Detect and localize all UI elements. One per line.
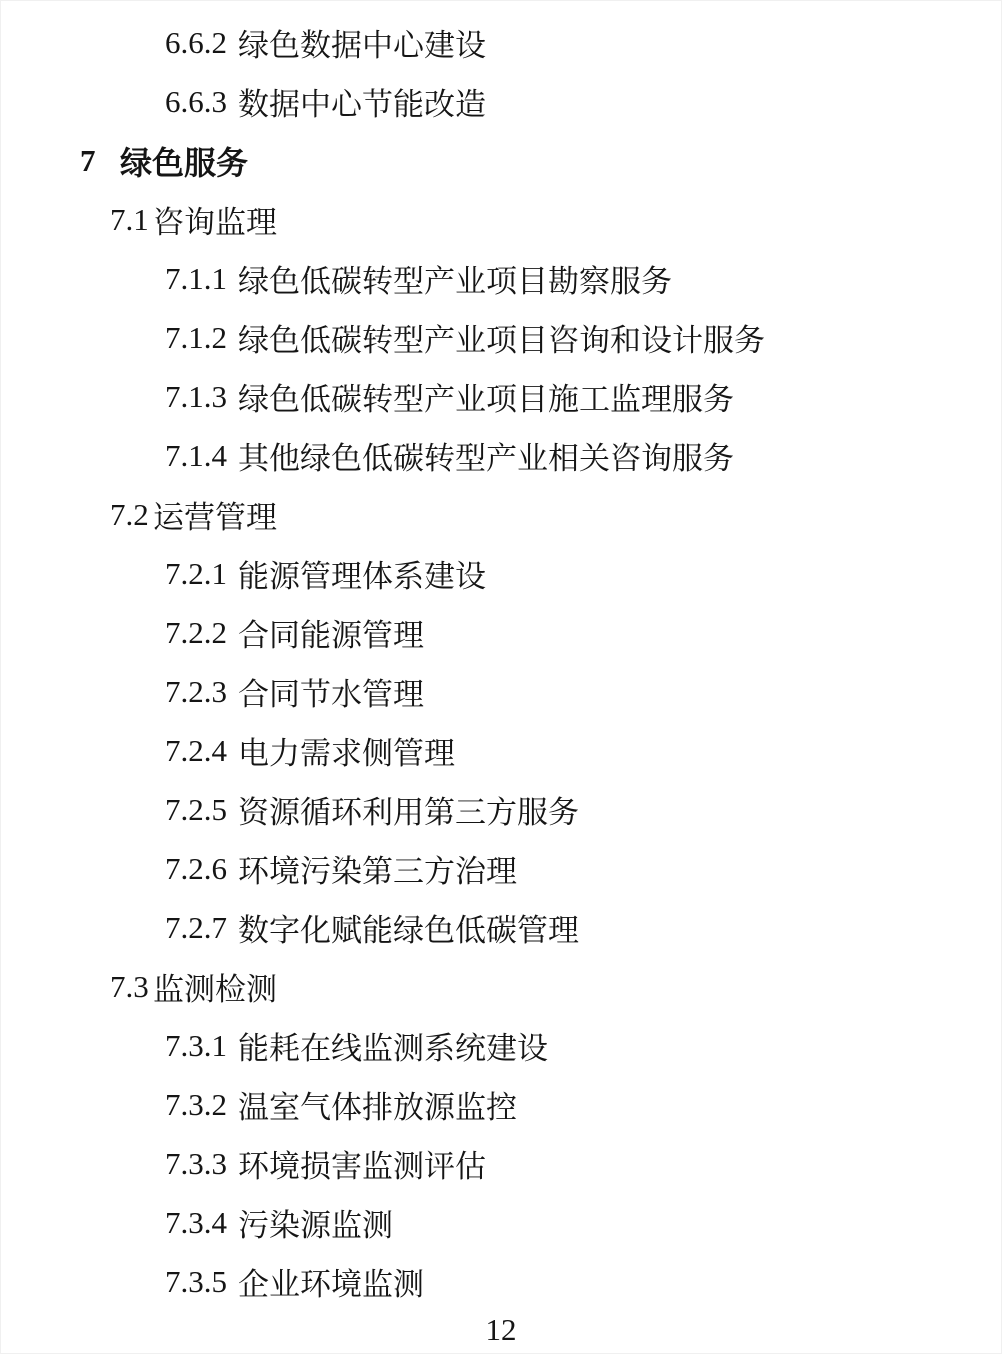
toc-item-number: 7.1 [110, 201, 149, 237]
toc-item [0, 1075, 1002, 1134]
toc-item-title: 温室气体排放源监控 [238, 1090, 517, 1125]
toc-item-title: 合同能源管理 [238, 618, 424, 653]
toc-item [0, 249, 1002, 308]
toc-item-title: 污染源监测 [238, 1208, 393, 1243]
toc-item [0, 957, 1002, 1016]
toc-item [0, 721, 1002, 780]
toc-item [0, 13, 1002, 72]
toc-item-title: 其他绿色低碳转型产业相关咨询服务 [238, 441, 734, 476]
toc-item-number: 7.2.6 [165, 850, 227, 886]
toc-item-number: 6.6.2 [165, 24, 227, 60]
toc-item-title: 绿色低碳转型产业项目咨询和设计服务 [238, 323, 765, 358]
toc-item-title: 电力需求侧管理 [238, 736, 455, 771]
toc-item [0, 839, 1002, 898]
toc-item-title: 绿色服务 [120, 144, 249, 181]
toc-item [0, 1193, 1002, 1252]
toc-item [0, 544, 1002, 603]
toc-item-number: 7.2.5 [165, 791, 227, 827]
toc-item-number: 7.2.3 [165, 673, 227, 709]
toc-item [0, 1134, 1002, 1193]
toc-item-number: 7.1.3 [165, 378, 227, 414]
toc-item [0, 898, 1002, 957]
toc-item-number: 7.3.1 [165, 1027, 227, 1063]
toc-item-title: 绿色低碳转型产业项目施工监理服务 [238, 382, 734, 417]
toc-item-number: 7.3.3 [165, 1145, 227, 1181]
toc-item [0, 603, 1002, 662]
toc-item-title: 监测检测 [153, 972, 277, 1007]
page-number: 12 [485, 1312, 517, 1347]
toc-item-title: 能耗在线监测系统建设 [238, 1031, 548, 1066]
toc-item-title: 环境污染第三方治理 [238, 854, 517, 889]
toc-item-number: 7.3.2 [165, 1086, 227, 1122]
toc-list [0, 13, 1002, 1311]
toc-item-number: 7.2.7 [165, 909, 227, 945]
toc-item-title: 运营管理 [153, 500, 277, 535]
toc-item [0, 72, 1002, 131]
toc-item-title: 能源管理体系建设 [238, 559, 486, 594]
toc-item-number: 6.6.3 [165, 83, 227, 119]
toc-item-number: 7.2 [110, 496, 149, 532]
toc-item-number: 7.3 [110, 968, 149, 1004]
toc-item-number: 7.2.4 [165, 732, 227, 768]
toc-item-title: 数据中心节能改造 [238, 87, 486, 122]
toc-item-number: 7.1.2 [165, 319, 227, 355]
toc-item [0, 190, 1002, 249]
toc-item-title: 咨询监理 [153, 205, 277, 240]
toc-item-number: 7.3.5 [165, 1263, 227, 1299]
toc-item-number: 7.2.2 [165, 614, 227, 650]
toc-item [0, 780, 1002, 839]
toc-item-title: 绿色数据中心建设 [238, 28, 486, 63]
toc-item-number: 7.2.1 [165, 555, 227, 591]
toc-item-title: 资源循环利用第三方服务 [238, 795, 579, 830]
toc-item-number: 7.3.4 [165, 1204, 227, 1240]
toc-item-title: 合同节水管理 [238, 677, 424, 712]
toc-item [0, 367, 1002, 426]
toc-item-number: 7.1.4 [165, 437, 227, 473]
toc-item [0, 485, 1002, 544]
toc-item-title: 企业环境监测 [238, 1267, 424, 1302]
toc-item [0, 131, 1002, 190]
toc-item [0, 1016, 1002, 1075]
toc-item [0, 1252, 1002, 1311]
toc-item-title: 环境损害监测评估 [238, 1149, 486, 1184]
toc-item [0, 426, 1002, 485]
toc-item [0, 662, 1002, 721]
toc-item-number: 7.1.1 [165, 260, 227, 296]
toc-item [0, 308, 1002, 367]
toc-item-title: 数字化赋能绿色低碳管理 [238, 913, 579, 948]
toc-item-title: 绿色低碳转型产业项目勘察服务 [238, 264, 672, 299]
toc-item-number: 7 [80, 142, 96, 178]
